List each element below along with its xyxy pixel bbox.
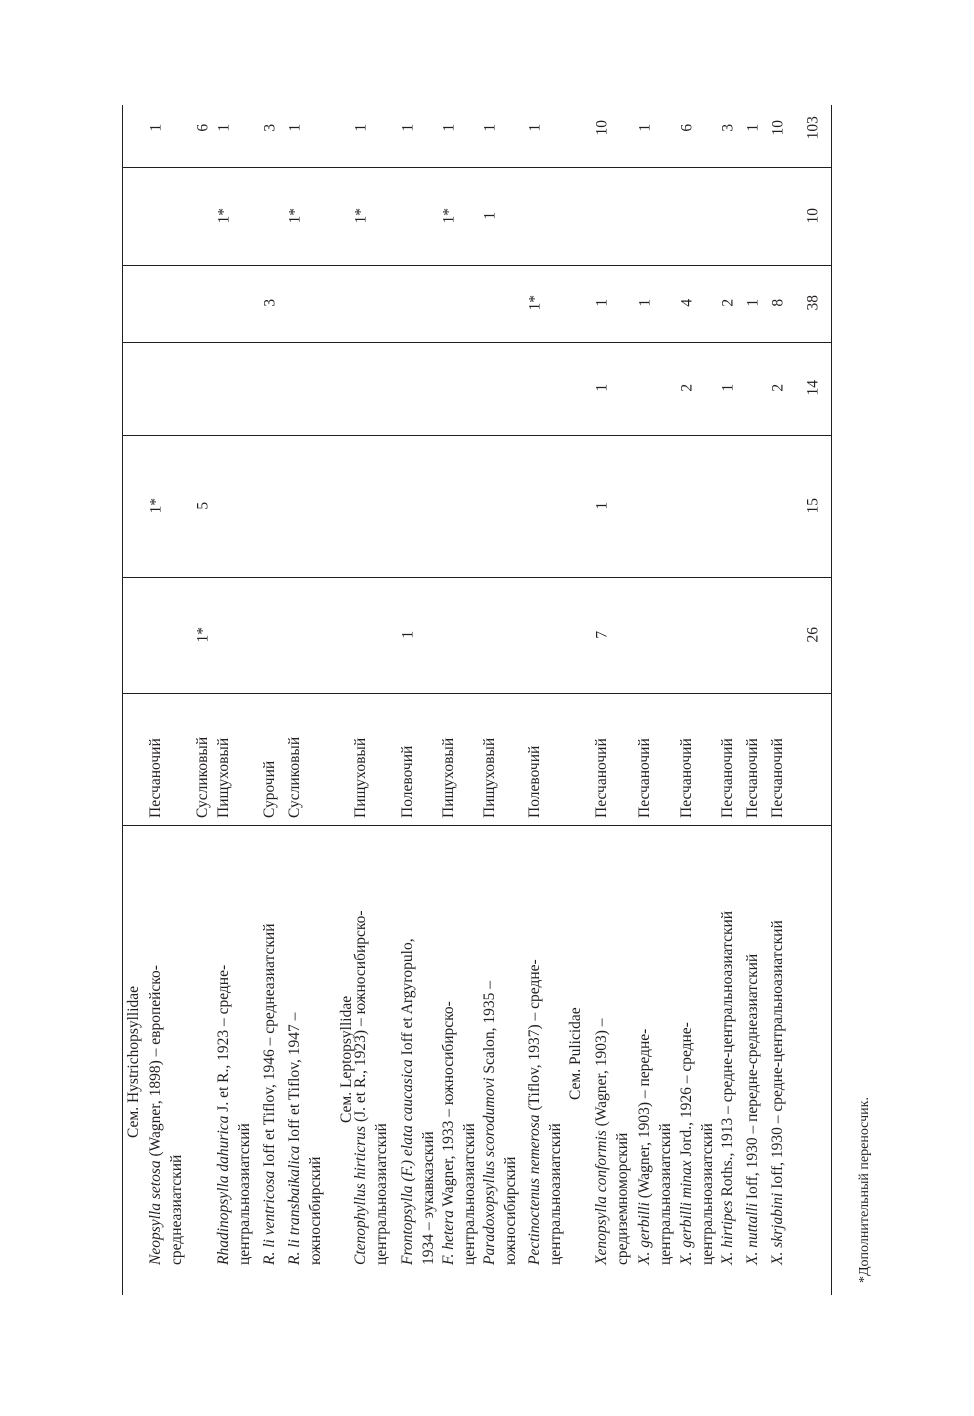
count-cell: 1* [194,627,212,643]
species-range-cont: центральноазиатский [547,1123,564,1265]
biotope-cell: Песчаночий [678,738,695,818]
count-cell: 8 [769,298,787,307]
species-cell [637,1029,653,1265]
species-name: F. hetera [440,1210,457,1265]
species-range-cont: центральноазиатский [699,1123,716,1265]
species-author: Scalon, 1935 – [481,981,498,1078]
species-range-cont: центральноазиатский [657,1123,674,1265]
total-cell: 6 [678,123,696,132]
species-name: Ctenophyllus hirticrus [352,1125,369,1265]
total-cell: 6 [194,123,212,132]
count-cell: 1* [215,208,233,224]
species-cell [353,910,369,1265]
total-cell: 10 [593,120,611,136]
species-name: X. gerbilli minax [678,1160,695,1265]
species-cell [216,965,232,1265]
species-range-cont: центральноазиатский [236,1123,253,1265]
species-cell [262,923,278,1265]
column-rule-c1 [122,577,832,578]
count-cell: 1 [593,298,611,307]
species-name: X. gerbilli [636,1202,653,1265]
count-cell: 1* [147,498,165,514]
column-rule-biotope [122,693,832,694]
total-cell: 1 [744,123,762,132]
species-author: Ioff, 1930 – передне-среднеазиатский [744,953,761,1203]
total-cell: 1 [286,123,304,132]
count-cell: 1* [526,295,544,311]
total-cell: 1 [440,123,458,132]
family-heading: Сем. Leptopsyllidae [338,995,355,1123]
total-cell: 1 [481,123,499,132]
count-cell: 1* [286,208,304,224]
species-range-cont: южносибирский [502,1156,519,1265]
biotope-cell: Песчаночий [719,738,736,818]
table-bottom-rule [831,105,832,1295]
count-cell: 1 [399,630,417,639]
footnote: *Дополнительный переносчик. [857,1097,872,1283]
species-range-cont: 1934 – эукавказский [420,1131,437,1265]
count-cell: 5 [194,501,212,510]
biotope-cell: Пищуховый [352,737,369,818]
species-range-cont: центральноазиатский [373,1123,390,1265]
total-cell: 1 [526,123,544,132]
species-cell [482,981,498,1265]
species-name: Pectinoctenus nemerosa [526,1114,543,1265]
species-cell [527,959,543,1265]
species-cell [770,920,786,1265]
biotope-cell: Сурочий [261,760,278,818]
species-range-cont: центральноазиатский [461,1123,478,1265]
biotope-cell: Песчаночий [147,738,164,818]
species-range-cont: среднеазиатский [168,1154,185,1265]
biotope-cell: Песчаночий [744,738,761,818]
species-author: Wagner, 1933 – южносибирско- [440,1001,457,1211]
count-cell: 7 [593,630,611,639]
species-name: X. nuttalli [744,1203,761,1265]
count-cell: 2 [769,383,787,392]
total-cell: 1 [352,123,370,132]
species-author: (Tiflov, 1937) – средне- [526,959,543,1115]
biotope-cell: Песчаночий [769,738,786,818]
species-author: Ioff et Argyropulo, [399,938,416,1060]
count-cell: 2 [678,383,696,392]
total-cell: 1 [399,123,417,132]
species-cell [679,1022,695,1265]
species-author: (Wagner, 1898) – европейско- [147,965,164,1161]
biotope-cell: Сусликовый [194,736,211,818]
species-cell [720,911,736,1265]
table-top-rule [122,105,123,1295]
biotope-cell: Полевочий [399,745,416,818]
species-range-cont: средиземноморский [614,1132,631,1265]
species-author: Jord., 1926 – средне- [678,1022,695,1161]
totals-cell: 38 [804,295,822,311]
count-cell: 1 [636,298,654,307]
species-author: (J. et R., 1923) – южносибирско- [352,910,369,1126]
family-heading: Сем. Hystrichopsyllidae [125,985,142,1138]
count-cell: 2 [719,298,737,307]
species-author: (Wagner, 1903) – передне- [636,1028,653,1203]
totals-cell: 10 [804,208,822,224]
count-cell: 4 [678,298,696,307]
species-name: Xenopsylla conformis [593,1130,610,1265]
biotope-cell: Пищуховый [440,737,457,818]
species-name: Frontopsylla (F.) elata caucasica [399,1059,416,1265]
count-cell: 1* [440,208,458,224]
total-cell: 3 [261,123,279,132]
count-cell: 1 [481,211,499,220]
species-name: X. skrjabini [769,1192,786,1265]
biotope-cell: Пищуховый [481,737,498,818]
species-author: Ioff et Tiflov, 1946 – среднеазиатский [261,923,278,1171]
total-cell: 1 [636,123,654,132]
count-cell: 1 [593,383,611,392]
species-cell [148,965,164,1265]
species-name: Paradoxopsyllus scorodumovi [481,1077,498,1265]
species-cell [745,954,761,1265]
species-name: R. li ventricosa [261,1170,278,1265]
species-author: (Wagner, 1903) – [593,1018,610,1131]
species-author: J. et R., 1923 – средне- [215,964,232,1116]
biotope-cell: Песчаночий [593,738,610,818]
count-cell: 3 [261,298,279,307]
biotope-cell: Песчаночий [636,738,653,818]
count-cell: 1 [719,383,737,392]
column-rule-c2 [122,435,832,436]
species-name: R. li transbaikalica [286,1145,303,1265]
species-range-cont: южносибирский [307,1156,324,1265]
column-rule-c4 [122,265,832,266]
biotope-cell: Полевочий [526,745,543,818]
species-author: Ioff et Tiflov, 1947 – [286,1012,303,1146]
species-author: Ioff, 1930 – средне-центральноазиатский [769,920,786,1193]
column-rule-c5 [122,167,832,168]
species-cell [594,1018,610,1265]
total-cell: 3 [719,123,737,132]
total-cell: 10 [769,120,787,136]
column-rule-c3 [122,342,832,343]
family-heading: Сем. Pulicidae [567,1007,584,1100]
species-cell [400,938,416,1265]
total-cell: 1 [147,123,165,132]
species-cell [441,1001,457,1265]
species-cell [287,1013,303,1265]
totals-cell: 26 [804,627,822,643]
count-cell: 1 [744,298,762,307]
total-cell: 1 [215,123,233,132]
species-author: Roths., 1913 – средне-центральноазиатский [719,910,736,1201]
totals-cell: 14 [804,380,822,396]
species-name: Rhadinopsylla dahurica [215,1115,232,1265]
species-name: X. hirtipes [719,1200,736,1265]
count-cell: 1* [352,208,370,224]
species-name: Neopsylla setosa [147,1160,164,1265]
totals-cell: 103 [804,116,822,140]
biotope-cell: Пищуховый [215,737,232,818]
column-rule-species [122,825,832,826]
count-cell: 1 [593,501,611,510]
biotope-cell: Сусликовый [286,736,303,818]
totals-cell: 15 [804,498,822,514]
